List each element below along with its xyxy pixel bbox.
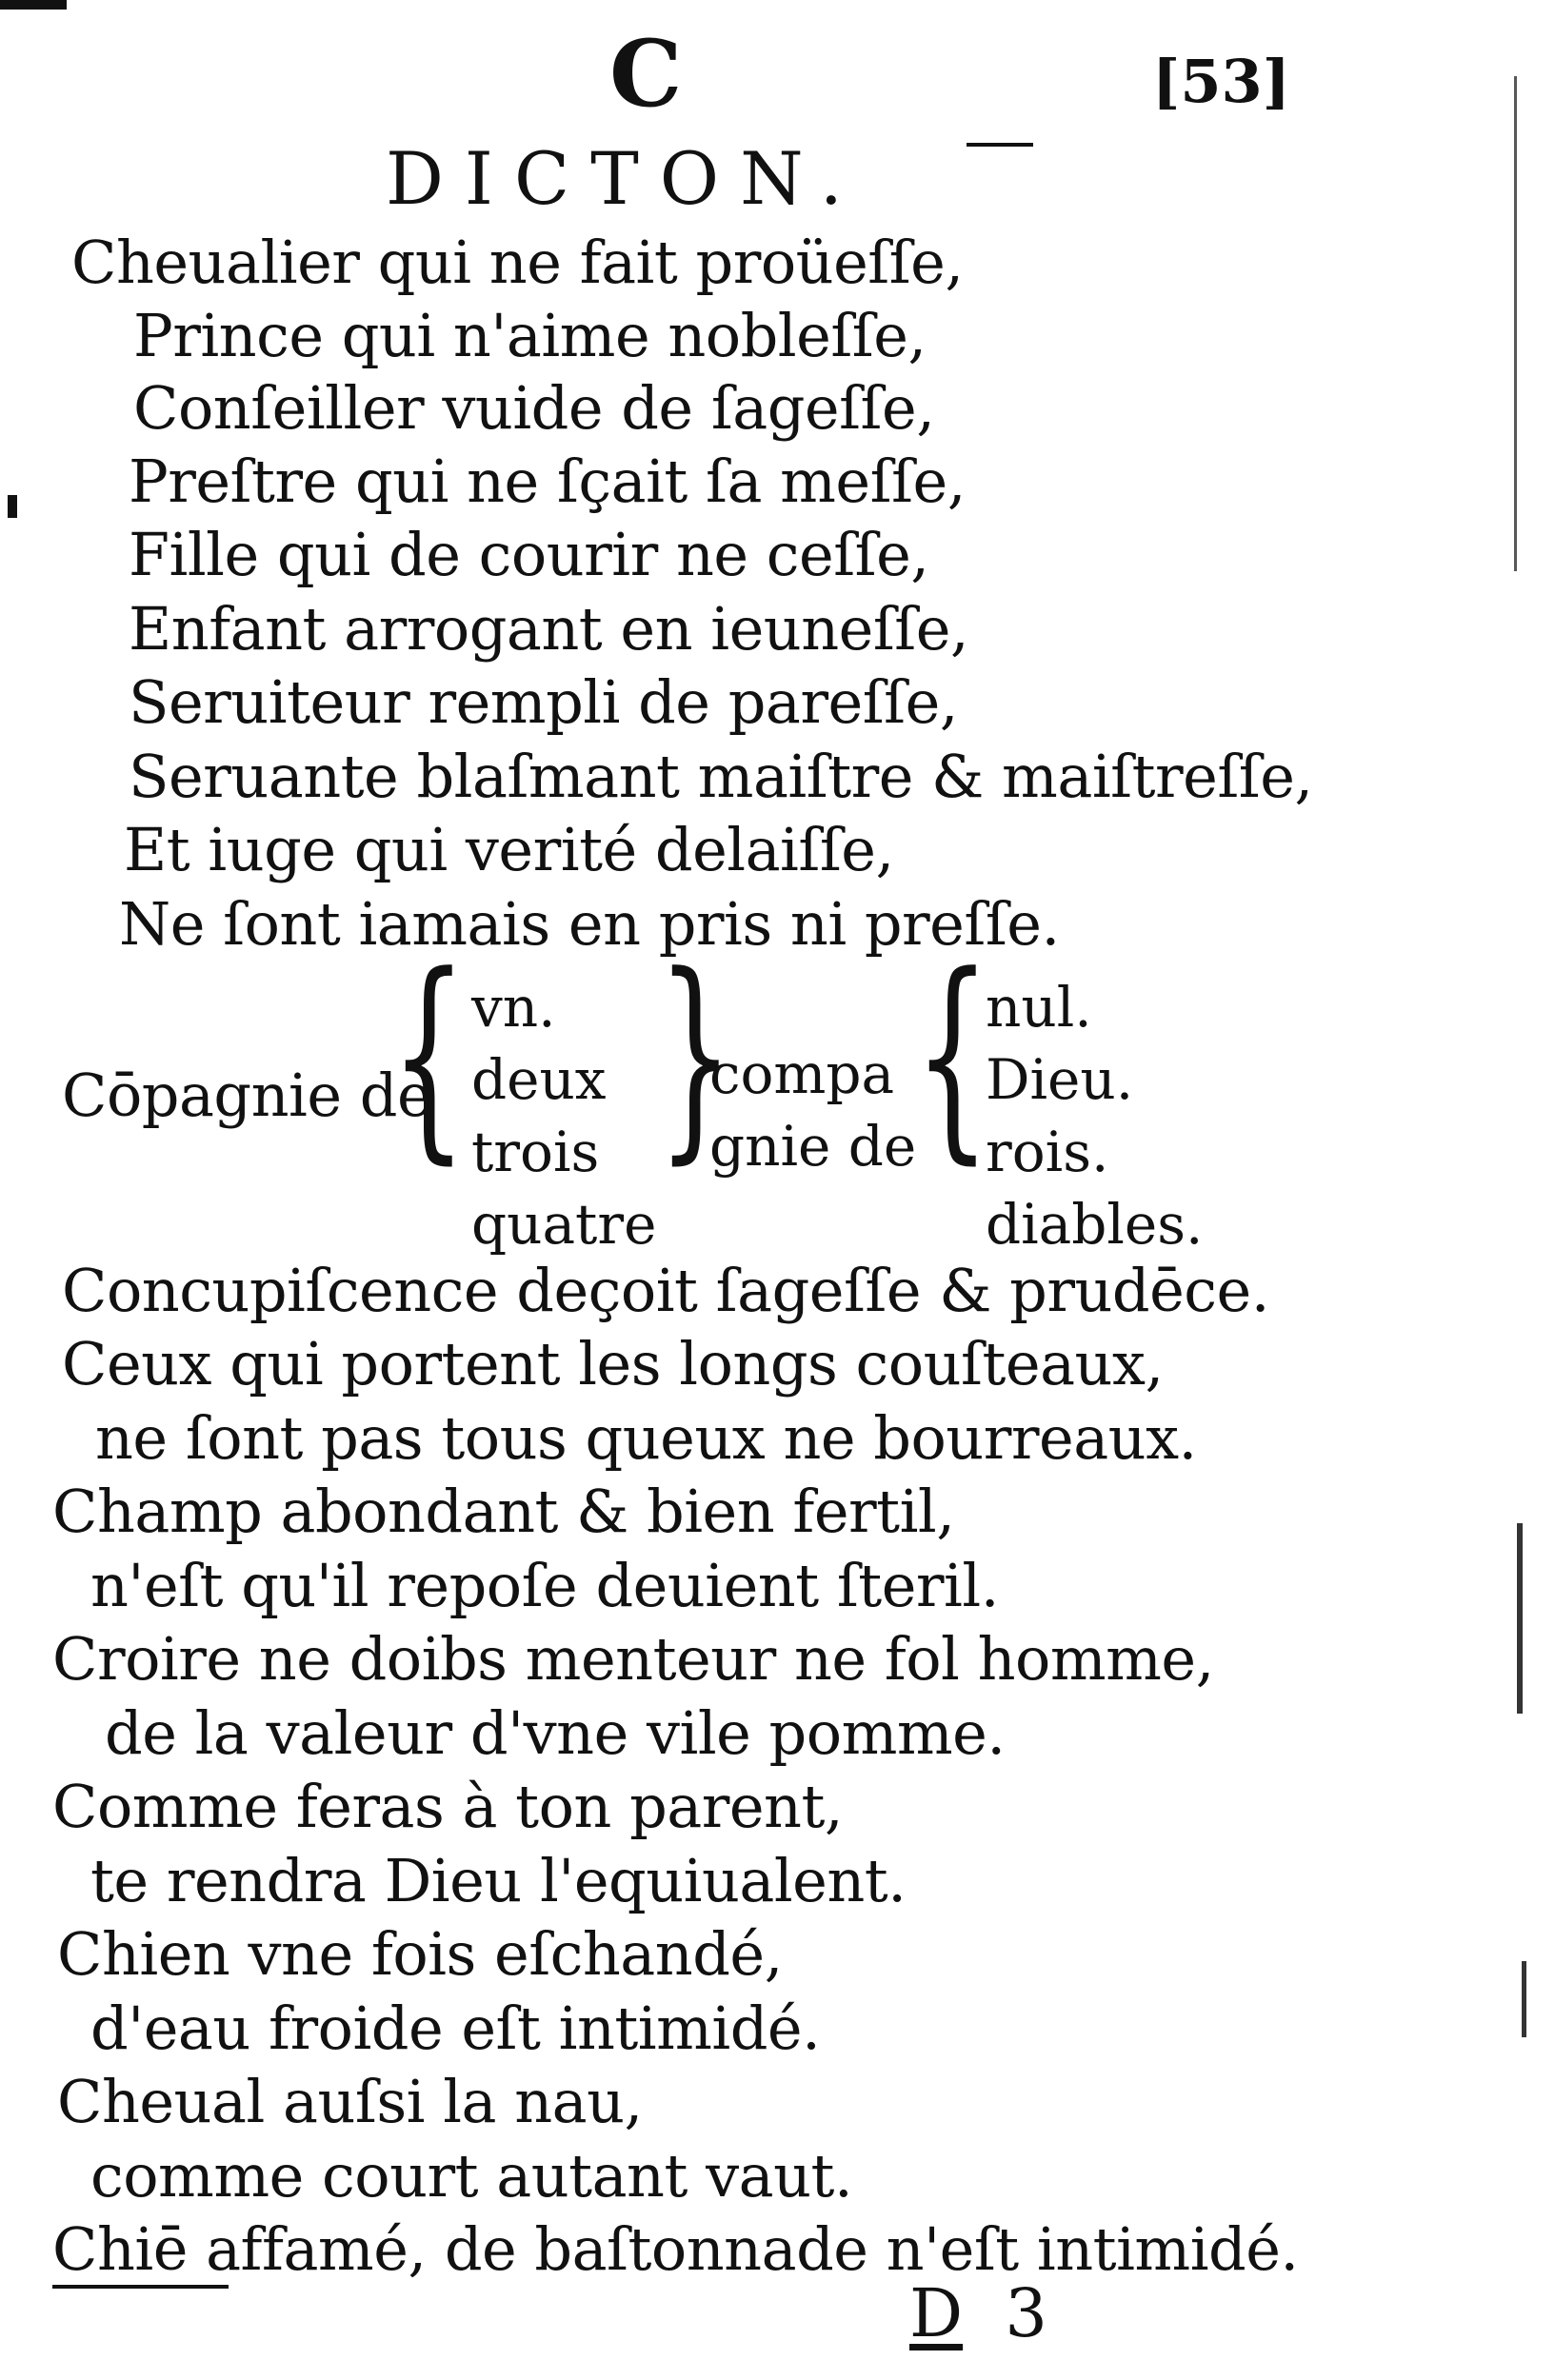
margin-mark [0, 0, 67, 10]
proverb-line: te rendra Dieu l'equiualent. [90, 1846, 907, 1915]
company-result: Dieu. [986, 1047, 1134, 1112]
signature-letter: D [909, 2274, 964, 2352]
company-middle-text: compa [709, 1041, 895, 1106]
verse-line: Preſtre qui ne ſçait ſa meſſe, [129, 446, 966, 516]
section-title: DICTON. [386, 136, 864, 221]
verse-line: Et iuge qui verité delaiſſe, [124, 815, 894, 884]
proverb-line: d'eau froide eſt intimidé. [90, 1993, 821, 2063]
proverb-line: de la valeur d'vne vile pomme. [105, 1698, 1006, 1768]
margin-mark [1514, 76, 1517, 571]
company-numbers [471, 971, 656, 1260]
page-number: [ 53 ] [1152, 52, 1290, 111]
margin-mark [1517, 1523, 1523, 1714]
running-head-letter: C [609, 20, 683, 128]
proverb-line: ne ſont pas tous queux ne bourreaux. [95, 1403, 1197, 1473]
left-brace: { [390, 929, 468, 1183]
proverb-line: Concupiſcence deçoit ſageſſe & prudēce. [62, 1256, 1269, 1325]
proverb-line: Champ abondant & bien fertil, [52, 1477, 955, 1546]
margin-mark [1522, 1961, 1526, 2037]
proverb-line: comme court autant vaut. [90, 2141, 853, 2211]
header-dash [967, 143, 1033, 147]
verse-line: Ne ſont iamais en pris ni preſſe. [119, 889, 1060, 959]
verse-line: Cheualier qui ne fait proüeſſe, [71, 228, 964, 297]
company-middle [709, 1038, 916, 1182]
proverb-line: Croire ne doibs menteur ne fol homme, [52, 1624, 1214, 1694]
proverb-line: Ceux qui portent les longs couſteaux, [62, 1329, 1164, 1398]
proverb-line: Chien vne fois eſchandé, [57, 1919, 783, 1989]
proverb-line: Cheual auſsi la nau, [57, 2067, 643, 2136]
company-results [986, 971, 1203, 1260]
middle-brace: } [657, 929, 734, 1183]
proverb-line: n'eſt qu'il repoſe deuient ſteril. [90, 1551, 999, 1620]
verse-line: Prince qui n'aime nobleſſe, [133, 301, 927, 370]
signature-number: 3 [1005, 2274, 1047, 2352]
company-number: quatre [471, 1192, 657, 1257]
verse-line: Fille qui de courir ne ceſſe, [129, 520, 929, 589]
proverb-line: Chiē affamé, de baſtonnade n'eſt intimidé. [52, 2214, 1299, 2284]
verse-line: Enfant arrogant en ieuneſſe, [129, 594, 969, 664]
company-lead: Cōpagnie de [62, 1061, 432, 1130]
company-number: trois [471, 1120, 600, 1184]
company-result: diables. [986, 1192, 1204, 1257]
company-result: nul. [986, 975, 1092, 1040]
verse-line: Seruante blaſmant maiſtre & maiſtreſſe, [129, 742, 1313, 811]
company-number: vn. [471, 975, 556, 1040]
verse-line: Conſeiller vuide de ſageſſe, [133, 373, 935, 443]
right-brace: { [914, 929, 991, 1183]
verse-line: Seruiteur rempli de pareſſe, [129, 667, 958, 737]
proverb-line: Comme feras à ton parent, [52, 1772, 844, 1841]
underline-rule [52, 2285, 229, 2289]
margin-mark [8, 495, 17, 518]
signature-mark [909, 2274, 1047, 2352]
company-middle-text: gnie de [709, 1114, 917, 1179]
company-number: deux [471, 1047, 607, 1112]
company-result: rois. [986, 1120, 1109, 1184]
